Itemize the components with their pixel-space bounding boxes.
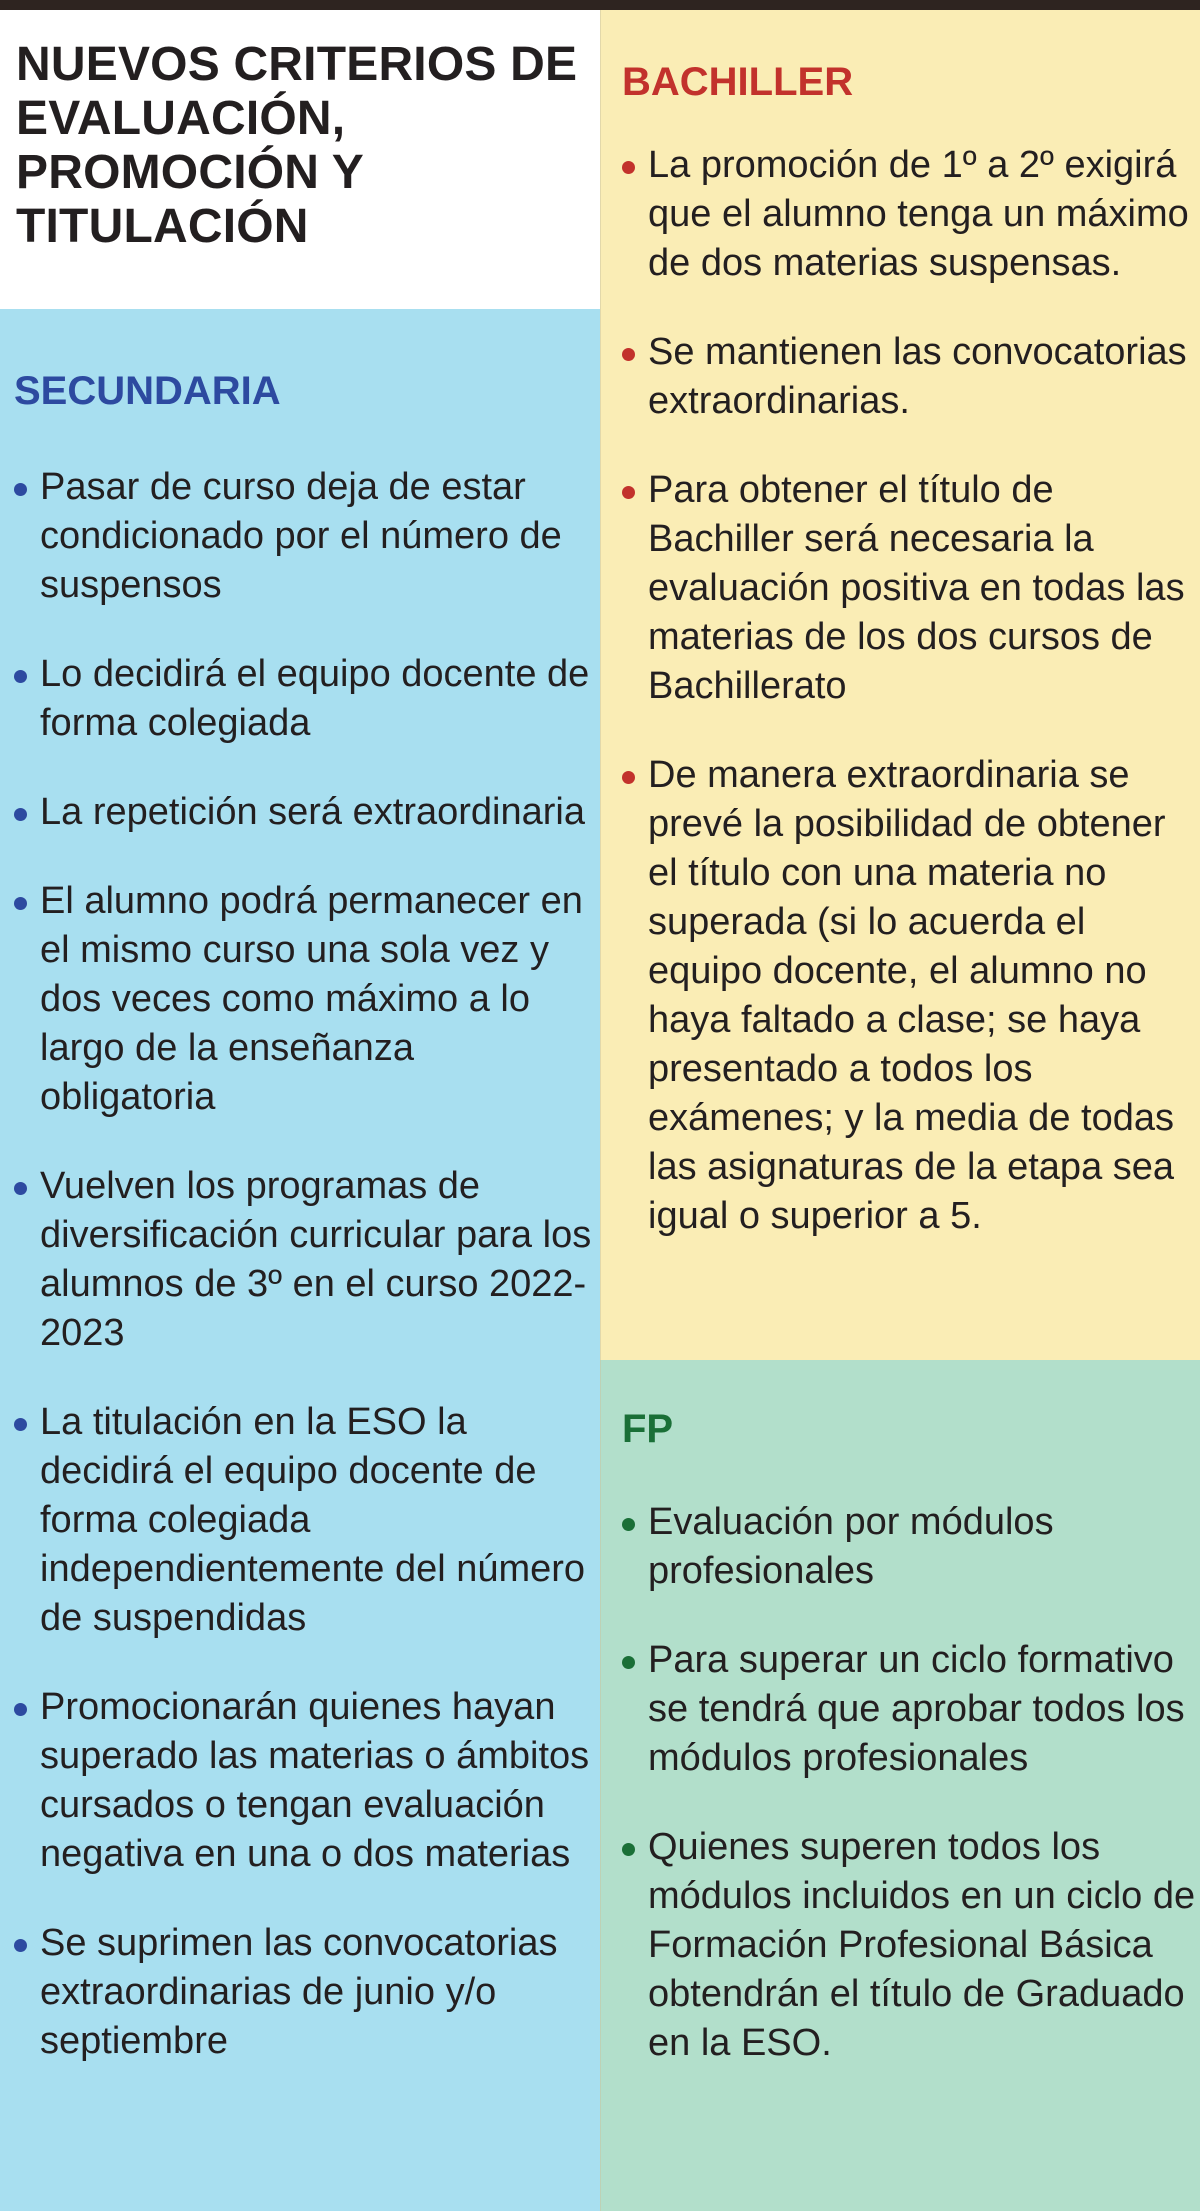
fp-heading: FP <box>622 1407 674 1451</box>
bullet-icon <box>14 897 27 910</box>
bullet-icon <box>14 483 27 496</box>
list-item-text: Se mantienen las convocatorias extraordinarias. <box>648 331 1187 422</box>
secundaria-heading: SECUNDARIA <box>14 369 281 413</box>
list-item <box>8 1919 593 2066</box>
list-item <box>8 1162 593 1358</box>
list-item <box>8 650 593 748</box>
top-border <box>0 0 1200 10</box>
bullet-icon <box>622 486 635 499</box>
list-item <box>8 788 593 837</box>
list-item <box>8 1398 593 1643</box>
bullet-icon <box>14 1939 27 1952</box>
list-item-text: Lo decidirá el equipo docente de forma colegiada <box>40 653 590 744</box>
column-divider <box>600 10 601 2211</box>
list-item-text: La repetición será extraordinaria <box>40 791 585 833</box>
list-item-text: Para obtener el título de Bachiller será necesaria la evaluación positiva en todas las materias de los dos cursos de Bachillerato <box>648 469 1185 707</box>
list-item <box>616 328 1196 426</box>
bachiller-heading: BACHILLER <box>622 60 854 104</box>
list-item <box>8 463 593 610</box>
list-item <box>616 1823 1196 2068</box>
list-item-text: Se suprimen las convocatorias extraordinarias de junio y/o septiembre <box>40 1922 558 2062</box>
bullet-icon <box>14 1182 27 1195</box>
list-item-text: Promocionarán quienes hayan superado las materias o ámbitos cursados o tengan evaluación negativa en una o dos materias <box>40 1686 590 1875</box>
bullet-icon <box>622 1518 635 1531</box>
list-item <box>8 1683 593 1879</box>
list-item <box>616 466 1196 711</box>
bullet-icon <box>622 1843 635 1856</box>
bullet-icon <box>14 670 27 683</box>
list-item-text: Vuelven los programas de diversificación curricular para los alumnos de 3º en el curso 2022-2023 <box>40 1165 592 1354</box>
fp-list <box>616 1498 1196 2108</box>
secundaria-list <box>8 463 593 2106</box>
list-item-text: Para superar un ciclo formativo se tendrá que aprobar todos los módulos profesionales <box>648 1639 1185 1779</box>
bullet-icon <box>14 808 27 821</box>
page-title: NUEVOS CRITERIOS DE EVALUACIÓN, PROMOCIÓN Y TITULACIÓN <box>16 38 578 253</box>
bullet-icon <box>622 348 635 361</box>
list-item-text: Pasar de curso deja de estar condicionado por el número de suspensos <box>40 466 562 606</box>
bullet-icon <box>622 1656 635 1669</box>
list-item-text: El alumno podrá permanecer en el mismo curso una sola vez y dos veces como máximo a lo largo de la enseñanza obligatoria <box>40 880 583 1118</box>
list-item-text: La promoción de 1º a 2º exigirá que el alumno tenga un máximo de dos materias suspensas. <box>648 144 1189 284</box>
list-item <box>616 1498 1196 1596</box>
bullet-icon <box>14 1418 27 1431</box>
list-item <box>616 141 1196 288</box>
bullet-icon <box>622 161 635 174</box>
list-item-text: Evaluación por módulos profesionales <box>648 1501 1054 1592</box>
title-box <box>0 10 600 309</box>
list-item-text: Quienes superen todos los módulos incluidos en un ciclo de Formación Profesional Básica obtendrán el título de Graduado en la ESO. <box>648 1826 1196 2064</box>
list-item <box>616 751 1196 1241</box>
bullet-icon <box>14 1703 27 1716</box>
bullet-icon <box>622 771 635 784</box>
list-item <box>8 877 593 1122</box>
list-item <box>616 1636 1196 1783</box>
list-item-text: La titulación en la ESO la decidirá el equipo docente de forma colegiada independientemente del número de suspendidas <box>40 1401 586 1639</box>
list-item-text: De manera extraordinaria se prevé la posibilidad de obtener el título con una materia no superada (si lo acuerda el equipo docente, el alumno no haya faltado a clase; se haya presentado a todos los exámenes; y la media de todas las asignaturas de la etapa sea igual o superior a 5. <box>648 754 1175 1237</box>
bachiller-list <box>616 141 1196 1281</box>
